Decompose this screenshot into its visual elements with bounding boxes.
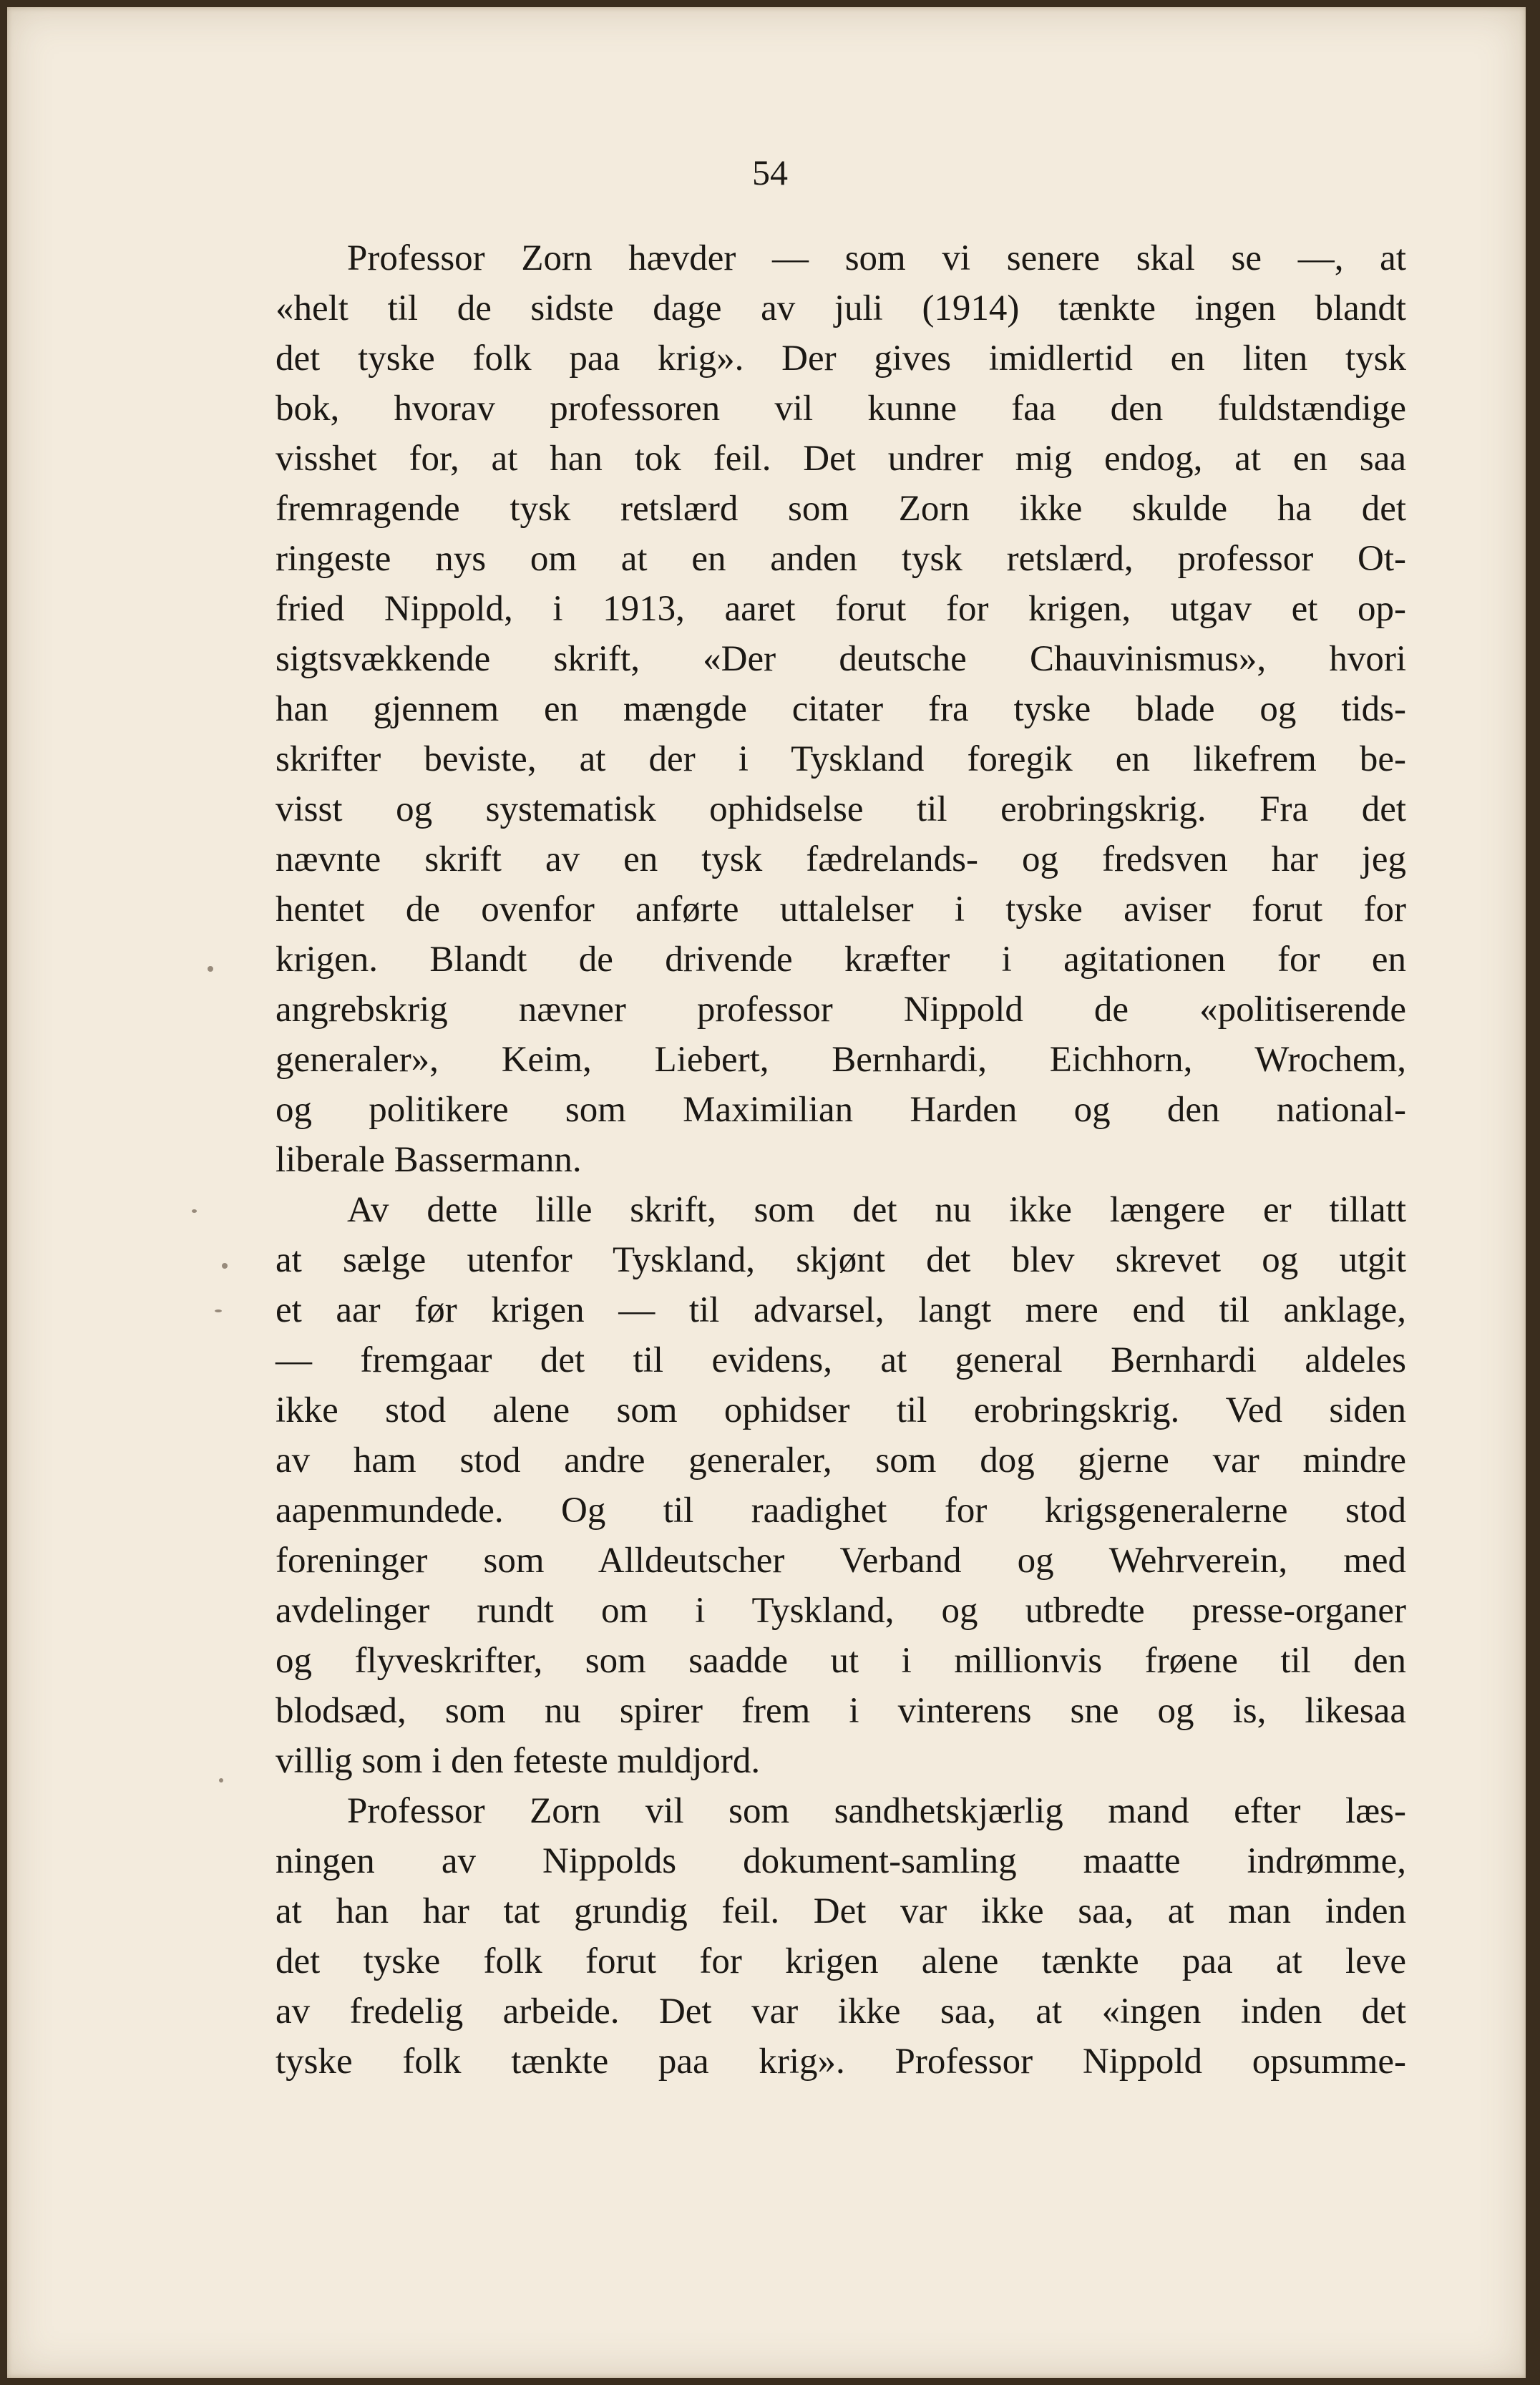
text-line: Professor Zorn hævder — som vi senere skal se —, at [347,238,1406,278]
text-line: ringeste nys om at en anden tysk retslærd, professor Ot- [276,539,1406,579]
text-line: tyske folk tænkte paa krig». Professor Nippold opsumme- [276,2042,1406,2082]
paper-speck [222,1263,228,1269]
text-line: han gjennem en mængde citater fra tyske blade og tids- [276,689,1406,729]
text-line: fremragende tysk retslærd som Zorn ikke skulde ha det [276,489,1406,529]
text-line: av fredelig arbeide. Det var ikke saa, at «ingen inden det [276,1991,1406,2032]
text-line: ikke stod alene som ophidser til erobringskrig. Ved siden [276,1390,1406,1430]
text-line: foreninger som Alldeutscher Verband og Wehrverein, med [276,1541,1406,1581]
text-line: krigen. Blandt de drivende kræfter i agitationen for en [276,940,1406,980]
text-line: og politikere som Maximilian Harden og den national- [276,1090,1406,1130]
text-line: det tyske folk paa krig». Der gives imidlertid en liten tysk [276,338,1406,379]
paper-speck [219,1778,223,1782]
text-line: sigtsvækkende skrift, «Der deutsche Chauvinismus», hvori [276,639,1406,679]
text-line: avdelinger rundt om i Tyskland, og utbredte presse-organer [276,1591,1406,1631]
paper-speck [192,1209,197,1213]
text-line: skrifter beviste, at der i Tyskland foregik en likefrem be- [276,739,1406,779]
paragraph-2 [276,1185,1406,1786]
paragraph-1 [276,233,1406,1185]
text-line: angrebskrig nævner professor Nippold de «politiserende [276,990,1406,1030]
paper-speck [208,966,213,972]
text-line: at han har tat grundig feil. Det var ikke saa, at man inden [276,1891,1406,1931]
page-number: 54 [752,152,788,192]
paper-speck [215,1309,222,1312]
text-line: ningen av Nippolds dokument-samling maatte indrømme, [276,1841,1406,1881]
text-line: — fremgaar det til evidens, at general Bernhardi aldeles [276,1340,1406,1380]
text-line: det tyske folk forut for krigen alene tænkte paa at leve [276,1941,1406,1981]
body-text [276,233,1406,2087]
text-line: bok, hvorav professoren vil kunne faa den fuldstændige [276,389,1406,429]
text-line: fried Nippold, i 1913, aaret forut for krigen, utgav et op- [276,589,1406,629]
text-line: hentet de ovenfor anførte uttalelser i tyske aviser forut for [276,889,1406,930]
text-line: visshet for, at han tok feil. Det undrer mig endog, at en saa [276,439,1406,479]
text-line: aapenmundede. Og til raadighet for krigsgeneralerne stod [276,1491,1406,1531]
text-line: og flyveskrifter, som saadde ut i millionvis frøene til den [276,1641,1406,1681]
text-line: liberale Bassermann. [276,1140,582,1180]
text-line: visst og systematisk ophidselse til erobringskrig. Fra det [276,789,1406,829]
text-line: Av dette lille skrift, som det nu ikke længere er tillatt [347,1190,1406,1230]
text-line: nævnte skrift av en tysk fædrelands- og fredsven har jeg [276,839,1406,879]
paragraph-3 [276,1786,1406,2087]
text-line: at sælge utenfor Tyskland, skjønt det blev skrevet og utgit [276,1240,1406,1280]
text-line: villig som i den feteste muldjord. [276,1741,761,1781]
text-line: «helt til de sidste dage av juli (1914) tænkte ingen blandt [276,288,1406,328]
text-line: Professor Zorn vil som sandhetskjærlig mand efter læs- [347,1791,1406,1831]
text-line: generaler», Keim, Liebert, Bernhardi, Eichhorn, Wrochem, [276,1040,1406,1080]
text-line: blodsæd, som nu spirer frem i vinterens sne og is, likesaa [276,1691,1406,1731]
text-line: et aar før krigen — til advarsel, langt mere end til anklage, [276,1290,1406,1330]
text-line: av ham stod andre generaler, som dog gjerne var mindre [276,1440,1406,1481]
